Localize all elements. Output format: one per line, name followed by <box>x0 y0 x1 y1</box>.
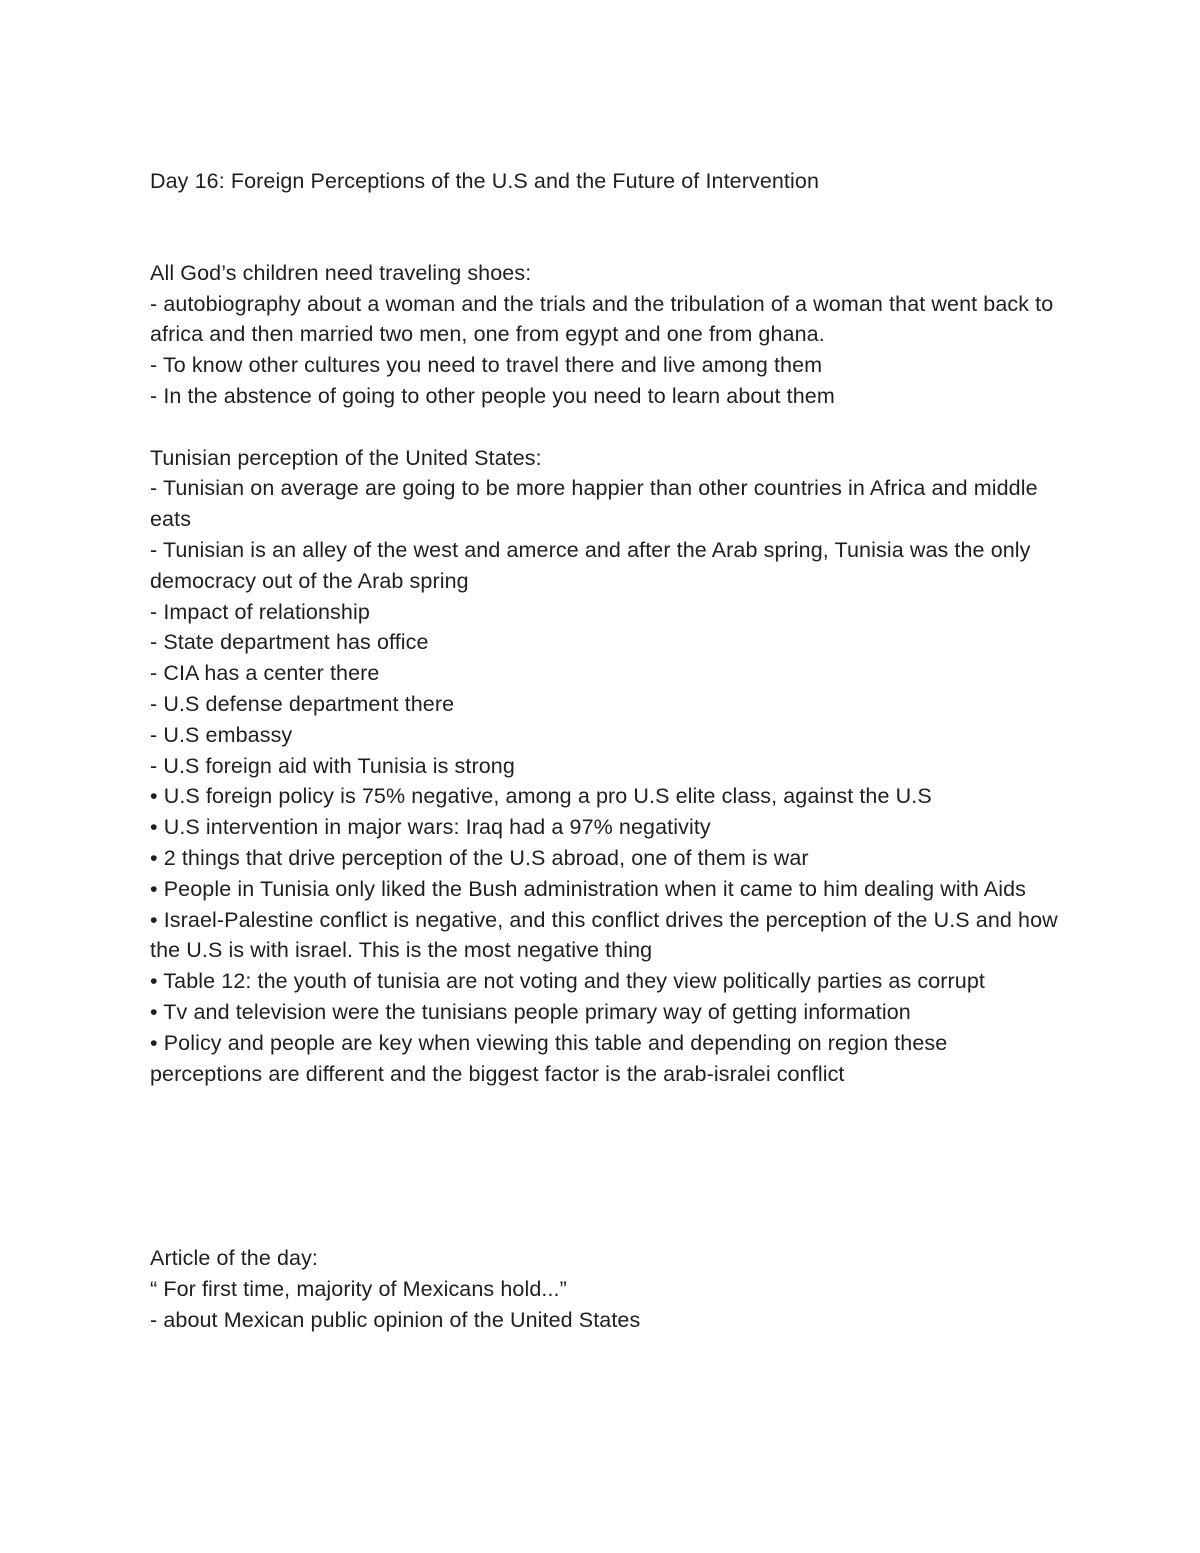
document-page <box>150 166 1064 1336</box>
list-item: - CIA has a center there <box>150 661 380 686</box>
section-traveling-shoes <box>150 258 1060 412</box>
list-item: - Tunisian is an alley of the west and amerce and after the Arab spring, Tunisia was the only democracy out of the Arab spring <box>150 537 1037 593</box>
bullet-item: • 2 things that drive perception of the U.S abroad, one of them is war <box>150 845 809 870</box>
list-item: - U.S foreign aid with Tunisia is strong <box>150 753 515 778</box>
list-item: - about Mexican public opinion of the United States <box>150 1307 641 1332</box>
list-item: - In the abstence of going to other people you need to learn about them <box>150 383 835 408</box>
list-item: - U.S defense department there <box>150 691 455 716</box>
bullet-item: • Tv and television were the tunisians people primary way of getting information <box>150 999 911 1024</box>
section-heading: All God’s children need traveling shoes: <box>150 260 532 285</box>
bullet-item: • Table 12: the youth of tunisia are not voting and they view politically parties as corrupt <box>150 969 985 994</box>
bullet-item: • Israel-Palestine conflict is negative, and this conflict drives the perception of the U.S and how the U.S is with israel. This is the most negative thing <box>150 907 1064 963</box>
list-item: - State department has office <box>150 630 429 655</box>
article-quote: “ For first time, majority of Mexicans hold...” <box>150 1277 567 1302</box>
list-item: - To know other cultures you need to travel there and live among them <box>150 353 823 378</box>
section-heading: Tunisian perception of the United States: <box>150 445 542 470</box>
list-item: - autobiography about a woman and the trials and the tribulation of a woman that went back to africa and then married two men, one from egypt and one from ghana. <box>150 291 1060 347</box>
list-item: - Impact of relationship <box>150 599 370 624</box>
section-article-of-the-day <box>150 1243 1060 1335</box>
list-item: - U.S embassy <box>150 722 293 747</box>
document-title: Day 16: Foreign Perceptions of the U.S and the Future of Intervention <box>150 169 820 193</box>
bullet-item: • People in Tunisia only liked the Bush administration when it came to him dealing with Aids <box>150 876 1027 901</box>
list-item: - Tunisian on average are going to be more happier than other countries in Africa and middle eats <box>150 476 1044 532</box>
bullet-item: • U.S foreign policy is 75% negative, among a pro U.S elite class, against the U.S <box>150 784 932 809</box>
section-heading: Article of the day: <box>150 1246 319 1271</box>
bullet-item: • Policy and people are key when viewing this table and depending on region these perceptions are different and the biggest factor is the arab-isralei conflict <box>150 1030 954 1086</box>
bullet-item: • U.S intervention in major wars: Iraq had a 97% negativity <box>150 815 711 840</box>
section-tunisian-perception <box>150 443 1064 1090</box>
